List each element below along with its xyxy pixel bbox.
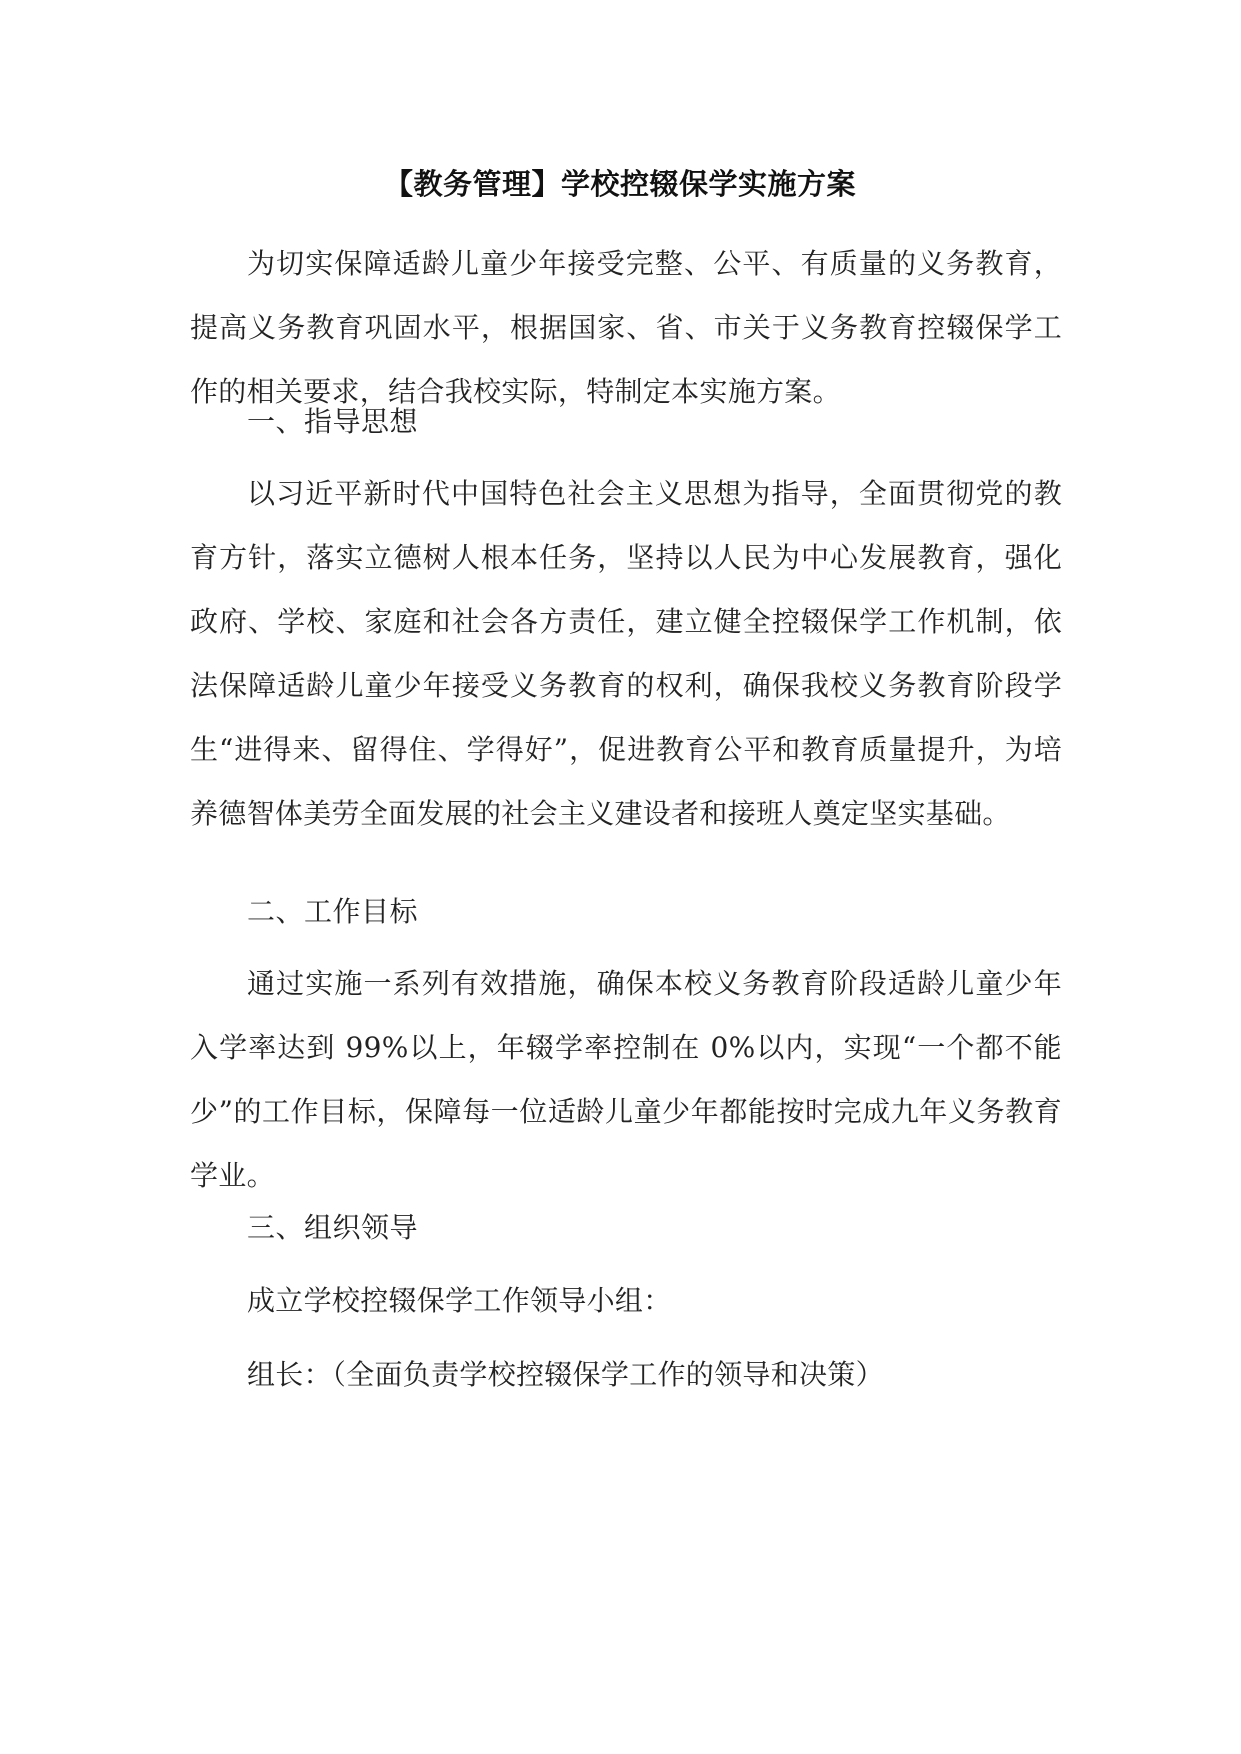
section-1-heading: 一、指导思想 xyxy=(247,405,419,438)
section-2-body: 通过实施一系列有效措施，确保本校义务教育阶段适龄儿童少年入学率达到 99%以上，年辍学率控制在 0%以内，实现“一个都不能少”的工作目标，保障每一位适龄儿童少年都能按时完成九年义务教育学业。 xyxy=(190,967,1062,1192)
section-2-heading: 二、工作目标 xyxy=(247,895,419,928)
section-1-body: 以习近平新时代中国特色社会主义思想为指导，全面贯彻党的教育方针，落实立德树人根本任务，坚持以人民为中心发展教育，强化政府、学校、家庭和社会各方责任，建立健全控辍保学工作机制，依法保障适龄儿童少年接受义务教育的权利，确保我校义务教育阶段学生“进得来、留得住、学得好”，促进教育公平和教育质量提升，为培养德智体美劳全面发展的社会主义建设者和接班人奠定坚实基础。 xyxy=(190,477,1062,830)
section-3-line-1: 成立学校控辍保学工作领导小组： xyxy=(247,1284,672,1317)
document-title: 【教务管理】学校控辍保学实施方案 xyxy=(383,167,856,201)
intro-paragraph: 为切实保障适龄儿童少年接受完整、公平、有质量的义务教育，提高义务教育巩固水平，根据国家、省、市关于义务教育控辍保学工作的相关要求，结合我校实际，特制定本实施方案。 xyxy=(190,247,1062,408)
section-3-line-2: 组长：（全面负责学校控辍保学工作的领导和决策） xyxy=(247,1358,884,1391)
section-3-heading: 三、组织领导 xyxy=(247,1211,419,1244)
